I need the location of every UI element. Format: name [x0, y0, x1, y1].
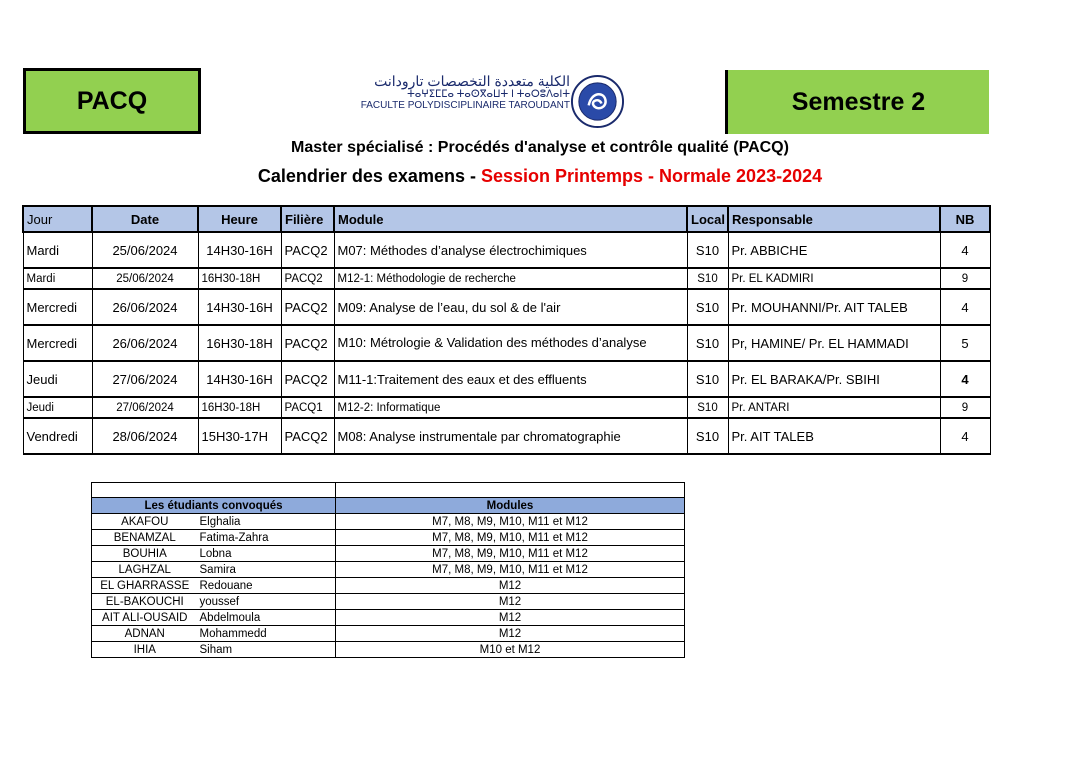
col-filiere: Filière [281, 206, 334, 232]
cell-local: S10 [687, 232, 728, 268]
student-row [92, 626, 685, 642]
exam-row [23, 361, 990, 397]
student-modules: M12 [336, 610, 685, 626]
student-row [92, 546, 685, 562]
logo-tifinagh: ⵜⴰⵖⵉⵎⵎⴰ ⵜⴰⵙⴳⴰⵡⵜ ⵏ ⵜⴰⵔⵓⴷⴰⵏⵜ [407, 89, 570, 100]
col-module: Module [334, 206, 687, 232]
cell-jour: Vendredi [23, 418, 92, 454]
cell-date: 26/06/2024 [92, 289, 198, 325]
student-last-name: ADNAN [92, 626, 198, 642]
cell-nb: 5 [940, 325, 990, 361]
col-heure: Heure [198, 206, 281, 232]
modules-header: Modules [336, 498, 685, 514]
student-first-name: Siham [198, 642, 336, 658]
program-label: PACQ [76, 86, 148, 115]
cell-module: M10: Métrologie & Validation des méthodes d’analyse [334, 325, 687, 361]
exam-row [23, 232, 990, 268]
student-last-name: BENAMZAL [92, 530, 198, 546]
convoked-students-table [91, 482, 685, 658]
cell-responsable: Pr, HAMINE/ Pr. EL HAMMADI [728, 325, 940, 361]
cell-responsable: Pr. ABBICHE [728, 232, 940, 268]
cell-heure: 16H30-18H [198, 397, 281, 418]
student-first-name: Fatima-Zahra [198, 530, 336, 546]
cell-responsable: Pr. EL KADMIRI [728, 268, 940, 289]
logo-arabic: الكلية متعددة التخصصات تارودانت [374, 73, 570, 89]
cell-module: M07: Méthodes d’analyse électrochimiques [334, 232, 687, 268]
student-modules: M7, M8, M9, M10, M11 et M12 [336, 562, 685, 578]
faculty-logo [330, 74, 635, 132]
cell-date: 26/06/2024 [92, 325, 198, 361]
students-header: Les étudiants convoqués [92, 498, 336, 514]
cell-module: M09: Analyse de l’eau, du sol & de l'air [334, 289, 687, 325]
student-modules: M12 [336, 578, 685, 594]
student-last-name: AKAFOU [92, 514, 198, 530]
semester-label: Semestre 2 [791, 87, 926, 116]
cell-nb: 4 [940, 289, 990, 325]
cell-heure: 14H30-16H [198, 361, 281, 397]
student-first-name: youssef [198, 594, 336, 610]
cell-responsable: Pr. AIT TALEB [728, 418, 940, 454]
student-last-name: LAGHZAL [92, 562, 198, 578]
cell-nb: 4 [940, 418, 990, 454]
exam-row [23, 268, 990, 289]
cell-nb: 9 [940, 268, 990, 289]
cell-date: 27/06/2024 [92, 397, 198, 418]
exam-row [23, 418, 990, 454]
student-modules: M7, M8, M9, M10, M11 et M12 [336, 514, 685, 530]
cell-local: S10 [687, 268, 728, 289]
exam-row [23, 397, 990, 418]
student-row [92, 642, 685, 658]
exam-row [23, 289, 990, 325]
student-first-name: Mohammedd [198, 626, 336, 642]
cell-responsable: Pr. EL BARAKA/Pr. SBIHI [728, 361, 940, 397]
cell-filiere: PACQ2 [281, 325, 334, 361]
cell-date: 25/06/2024 [92, 232, 198, 268]
cell-nb: 4 [940, 361, 990, 397]
student-row [92, 514, 685, 530]
cell-heure: 16H30-18H [198, 325, 281, 361]
cell-module: M12-2: Informatique [334, 397, 687, 418]
cell-jour: Mardi [23, 232, 92, 268]
cell-jour: Mercredi [23, 289, 92, 325]
exam-calendar-title [0, 166, 1080, 187]
student-row [92, 578, 685, 594]
col-jour: Jour [23, 206, 92, 232]
cell-filiere: PACQ1 [281, 397, 334, 418]
cell-filiere: PACQ2 [281, 232, 334, 268]
cell-local: S10 [687, 289, 728, 325]
cell-jour: Mardi [23, 268, 92, 289]
student-first-name: Redouane [198, 578, 336, 594]
cell-filiere: PACQ2 [281, 418, 334, 454]
cell-heure: 16H30-18H [198, 268, 281, 289]
cell-module: M08: Analyse instrumentale par chromatographie [334, 418, 687, 454]
exam-schedule-table [22, 205, 991, 455]
logo-french: FACULTE POLYDISCIPLINAIRE TAROUDANT [360, 100, 570, 111]
cell-filiere: PACQ2 [281, 361, 334, 397]
cell-date: 28/06/2024 [92, 418, 198, 454]
student-modules: M7, M8, M9, M10, M11 et M12 [336, 530, 685, 546]
student-last-name: EL-BAKOUCHI [92, 594, 198, 610]
cell-heure: 14H30-16H [198, 232, 281, 268]
student-modules: M7, M8, M9, M10, M11 et M12 [336, 546, 685, 562]
student-first-name: Lobna [198, 546, 336, 562]
student-first-name: Samira [198, 562, 336, 578]
cell-local: S10 [687, 397, 728, 418]
student-row [92, 610, 685, 626]
cell-local: S10 [687, 325, 728, 361]
cell-heure: 14H30-16H [198, 289, 281, 325]
cell-local: S10 [687, 418, 728, 454]
student-modules: M12 [336, 626, 685, 642]
student-row [92, 562, 685, 578]
student-last-name: AIT ALI-OUSAID [92, 610, 198, 626]
cell-local: S10 [687, 361, 728, 397]
cell-nb: 4 [940, 232, 990, 268]
cell-module: M11-1:Traitement des eaux et des effluents [334, 361, 687, 397]
student-first-name: Abdelmoula [198, 610, 336, 626]
cell-responsable: Pr. ANTARI [728, 397, 940, 418]
cell-jour: Mercredi [23, 325, 92, 361]
cell-date: 25/06/2024 [92, 268, 198, 289]
student-last-name: BOUHIA [92, 546, 198, 562]
cell-jour: Jeudi [23, 397, 92, 418]
student-row [92, 530, 685, 546]
cell-nb: 9 [940, 397, 990, 418]
program-box [23, 68, 201, 134]
semester-box [725, 70, 989, 134]
student-last-name: IHIA [92, 642, 198, 658]
cell-heure: 15H30-17H [198, 418, 281, 454]
cell-filiere: PACQ2 [281, 289, 334, 325]
student-modules: M12 [336, 594, 685, 610]
calendar-title-prefix: Calendrier des examens - [257, 166, 481, 186]
student-modules: M10 et M12 [336, 642, 685, 658]
student-row [92, 594, 685, 610]
exam-row [23, 325, 990, 361]
student-first-name: Elghalia [198, 514, 336, 530]
col-nb: NB [940, 206, 990, 232]
cell-jour: Jeudi [23, 361, 92, 397]
university-seal-icon [570, 74, 625, 129]
col-local: Local [687, 206, 728, 232]
student-last-name: EL GHARRASSE [92, 578, 198, 594]
col-date: Date [92, 206, 198, 232]
cell-date: 27/06/2024 [92, 361, 198, 397]
col-responsable: Responsable [728, 206, 940, 232]
program-title: Master spécialisé : Procédés d'analyse et contrôle qualité (PACQ) [291, 139, 789, 156]
session-title: Session Printemps - Normale 2023-2024 [480, 166, 823, 186]
cell-module: M12-1: Méthodologie de recherche [334, 268, 687, 289]
cell-responsable: Pr. MOUHANNI/Pr. AIT TALEB [728, 289, 940, 325]
cell-filiere: PACQ2 [281, 268, 334, 289]
